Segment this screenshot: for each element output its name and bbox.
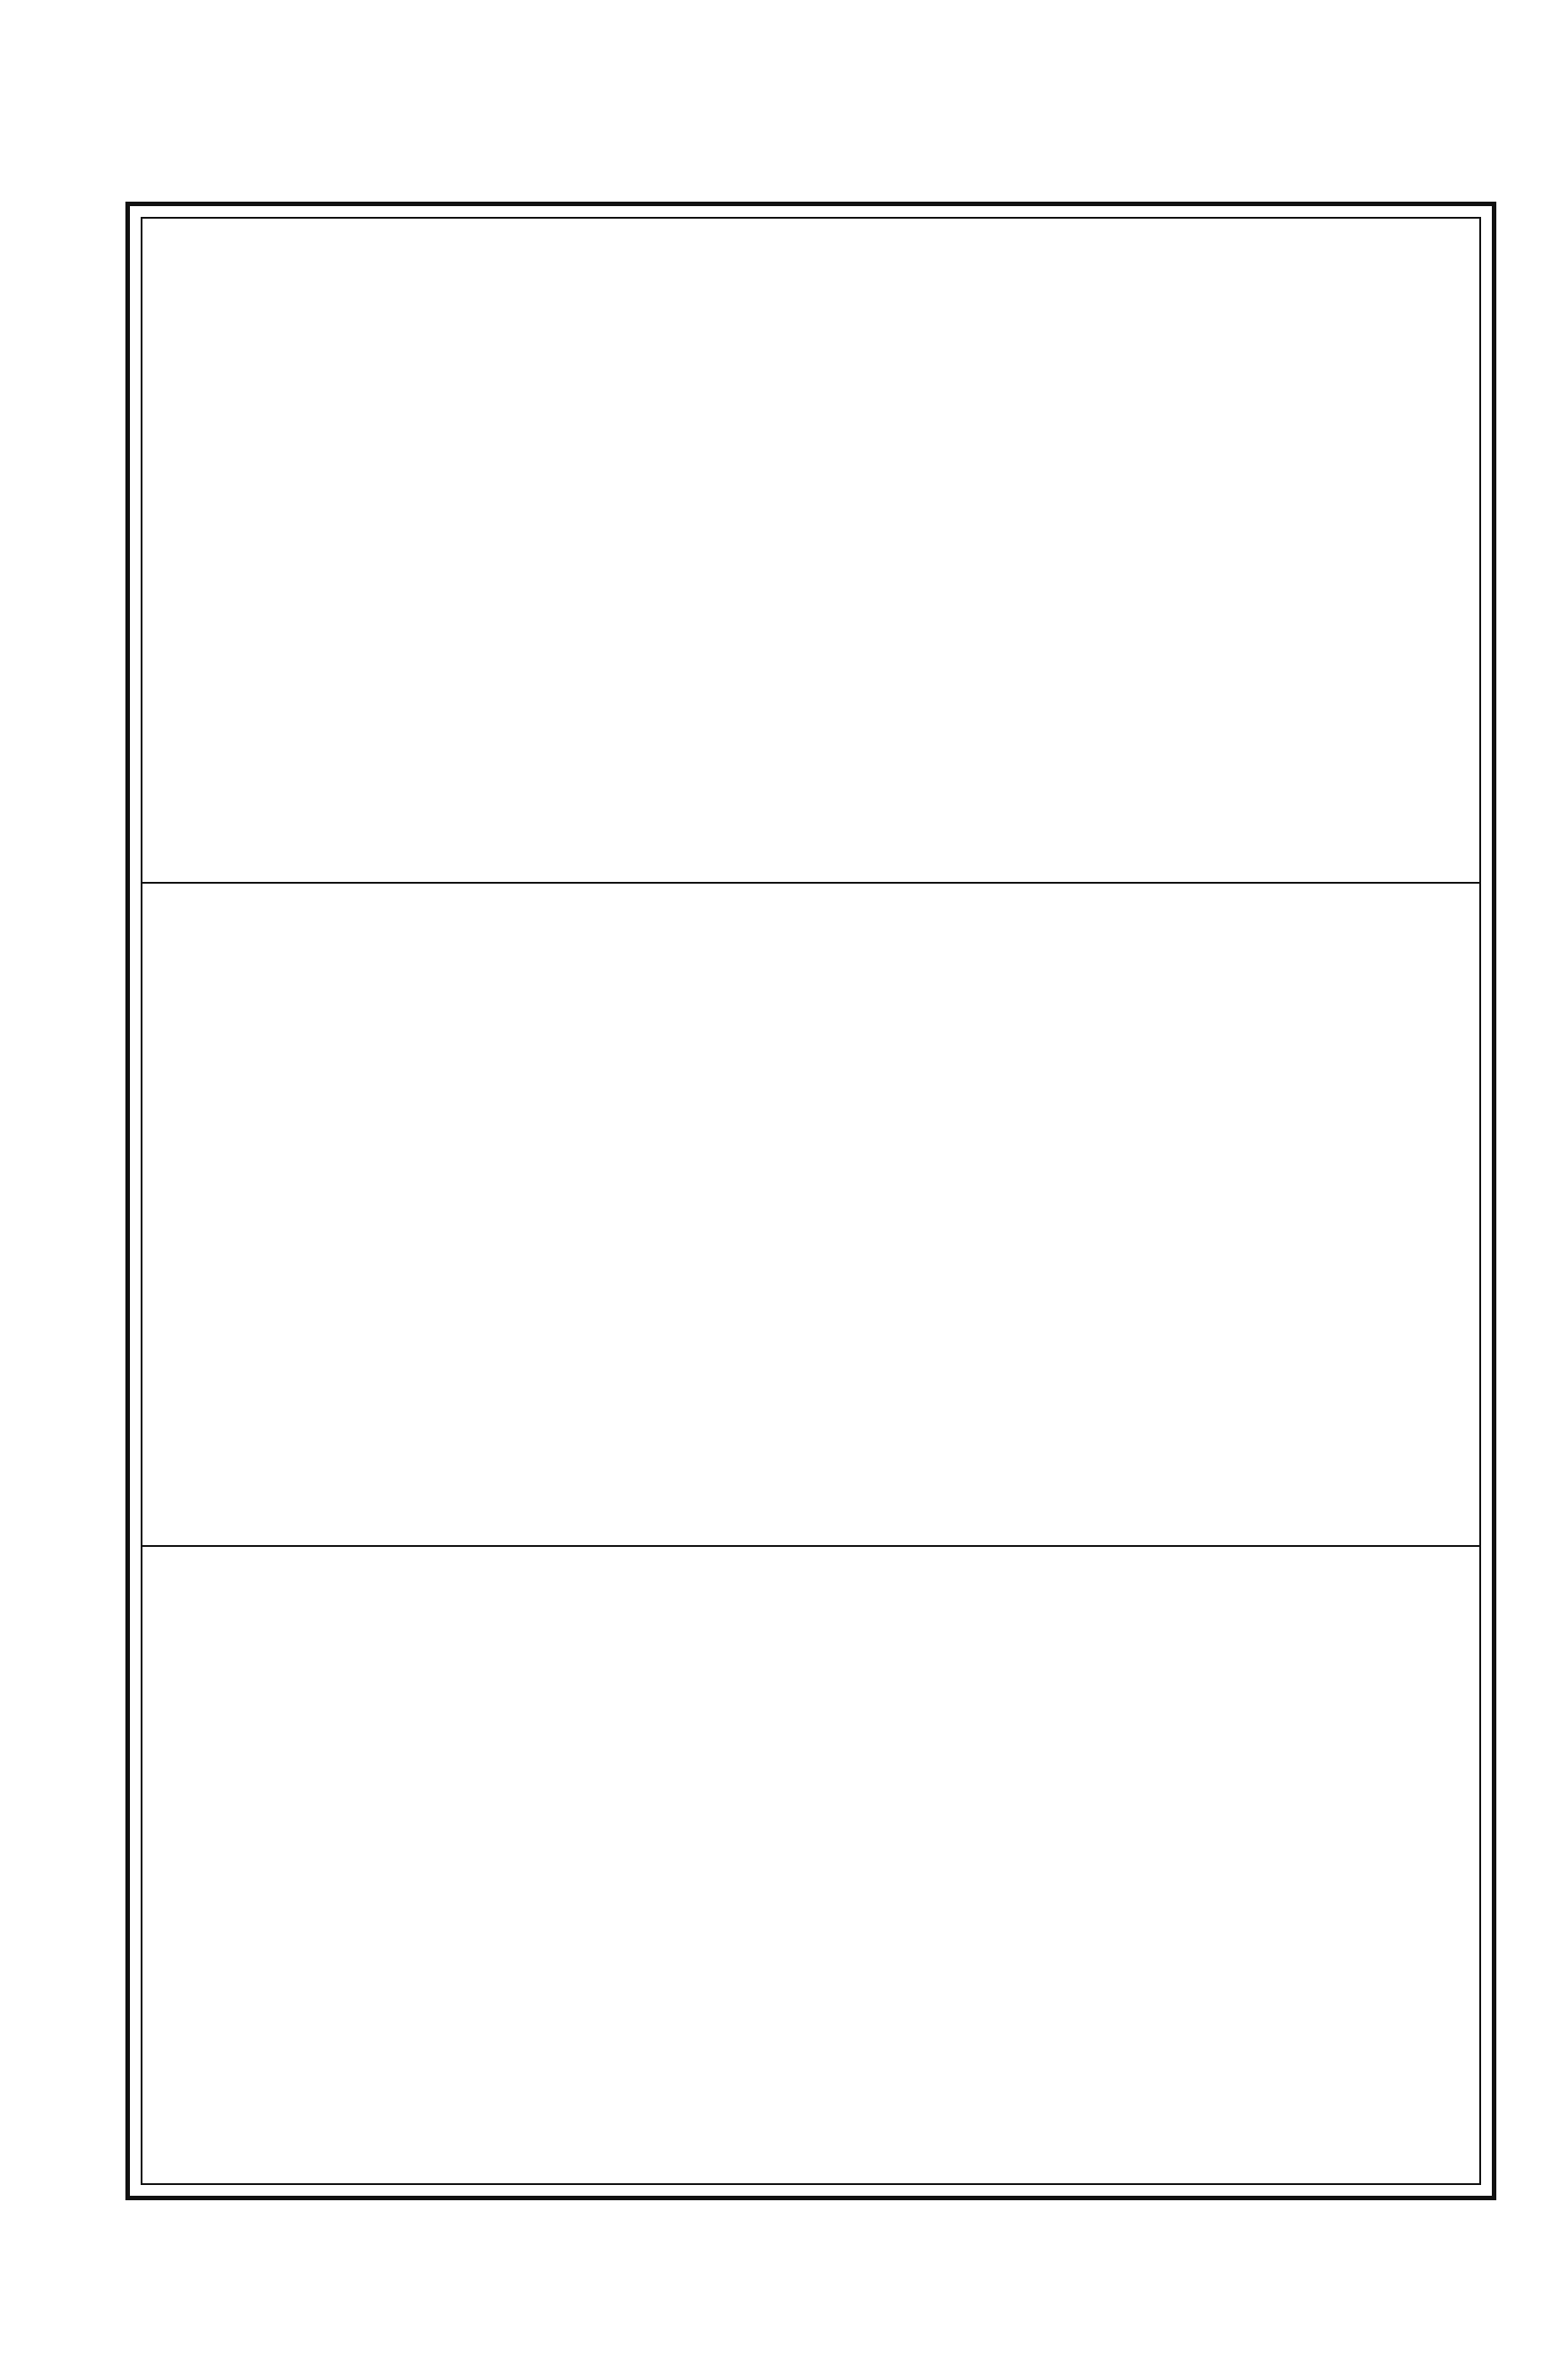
bottom-section	[152, 1542, 1380, 2169]
middle-section	[152, 887, 1380, 1524]
watermark	[780, 1237, 1281, 1371]
section-divider	[142, 882, 1479, 884]
top-section	[152, 260, 1380, 869]
